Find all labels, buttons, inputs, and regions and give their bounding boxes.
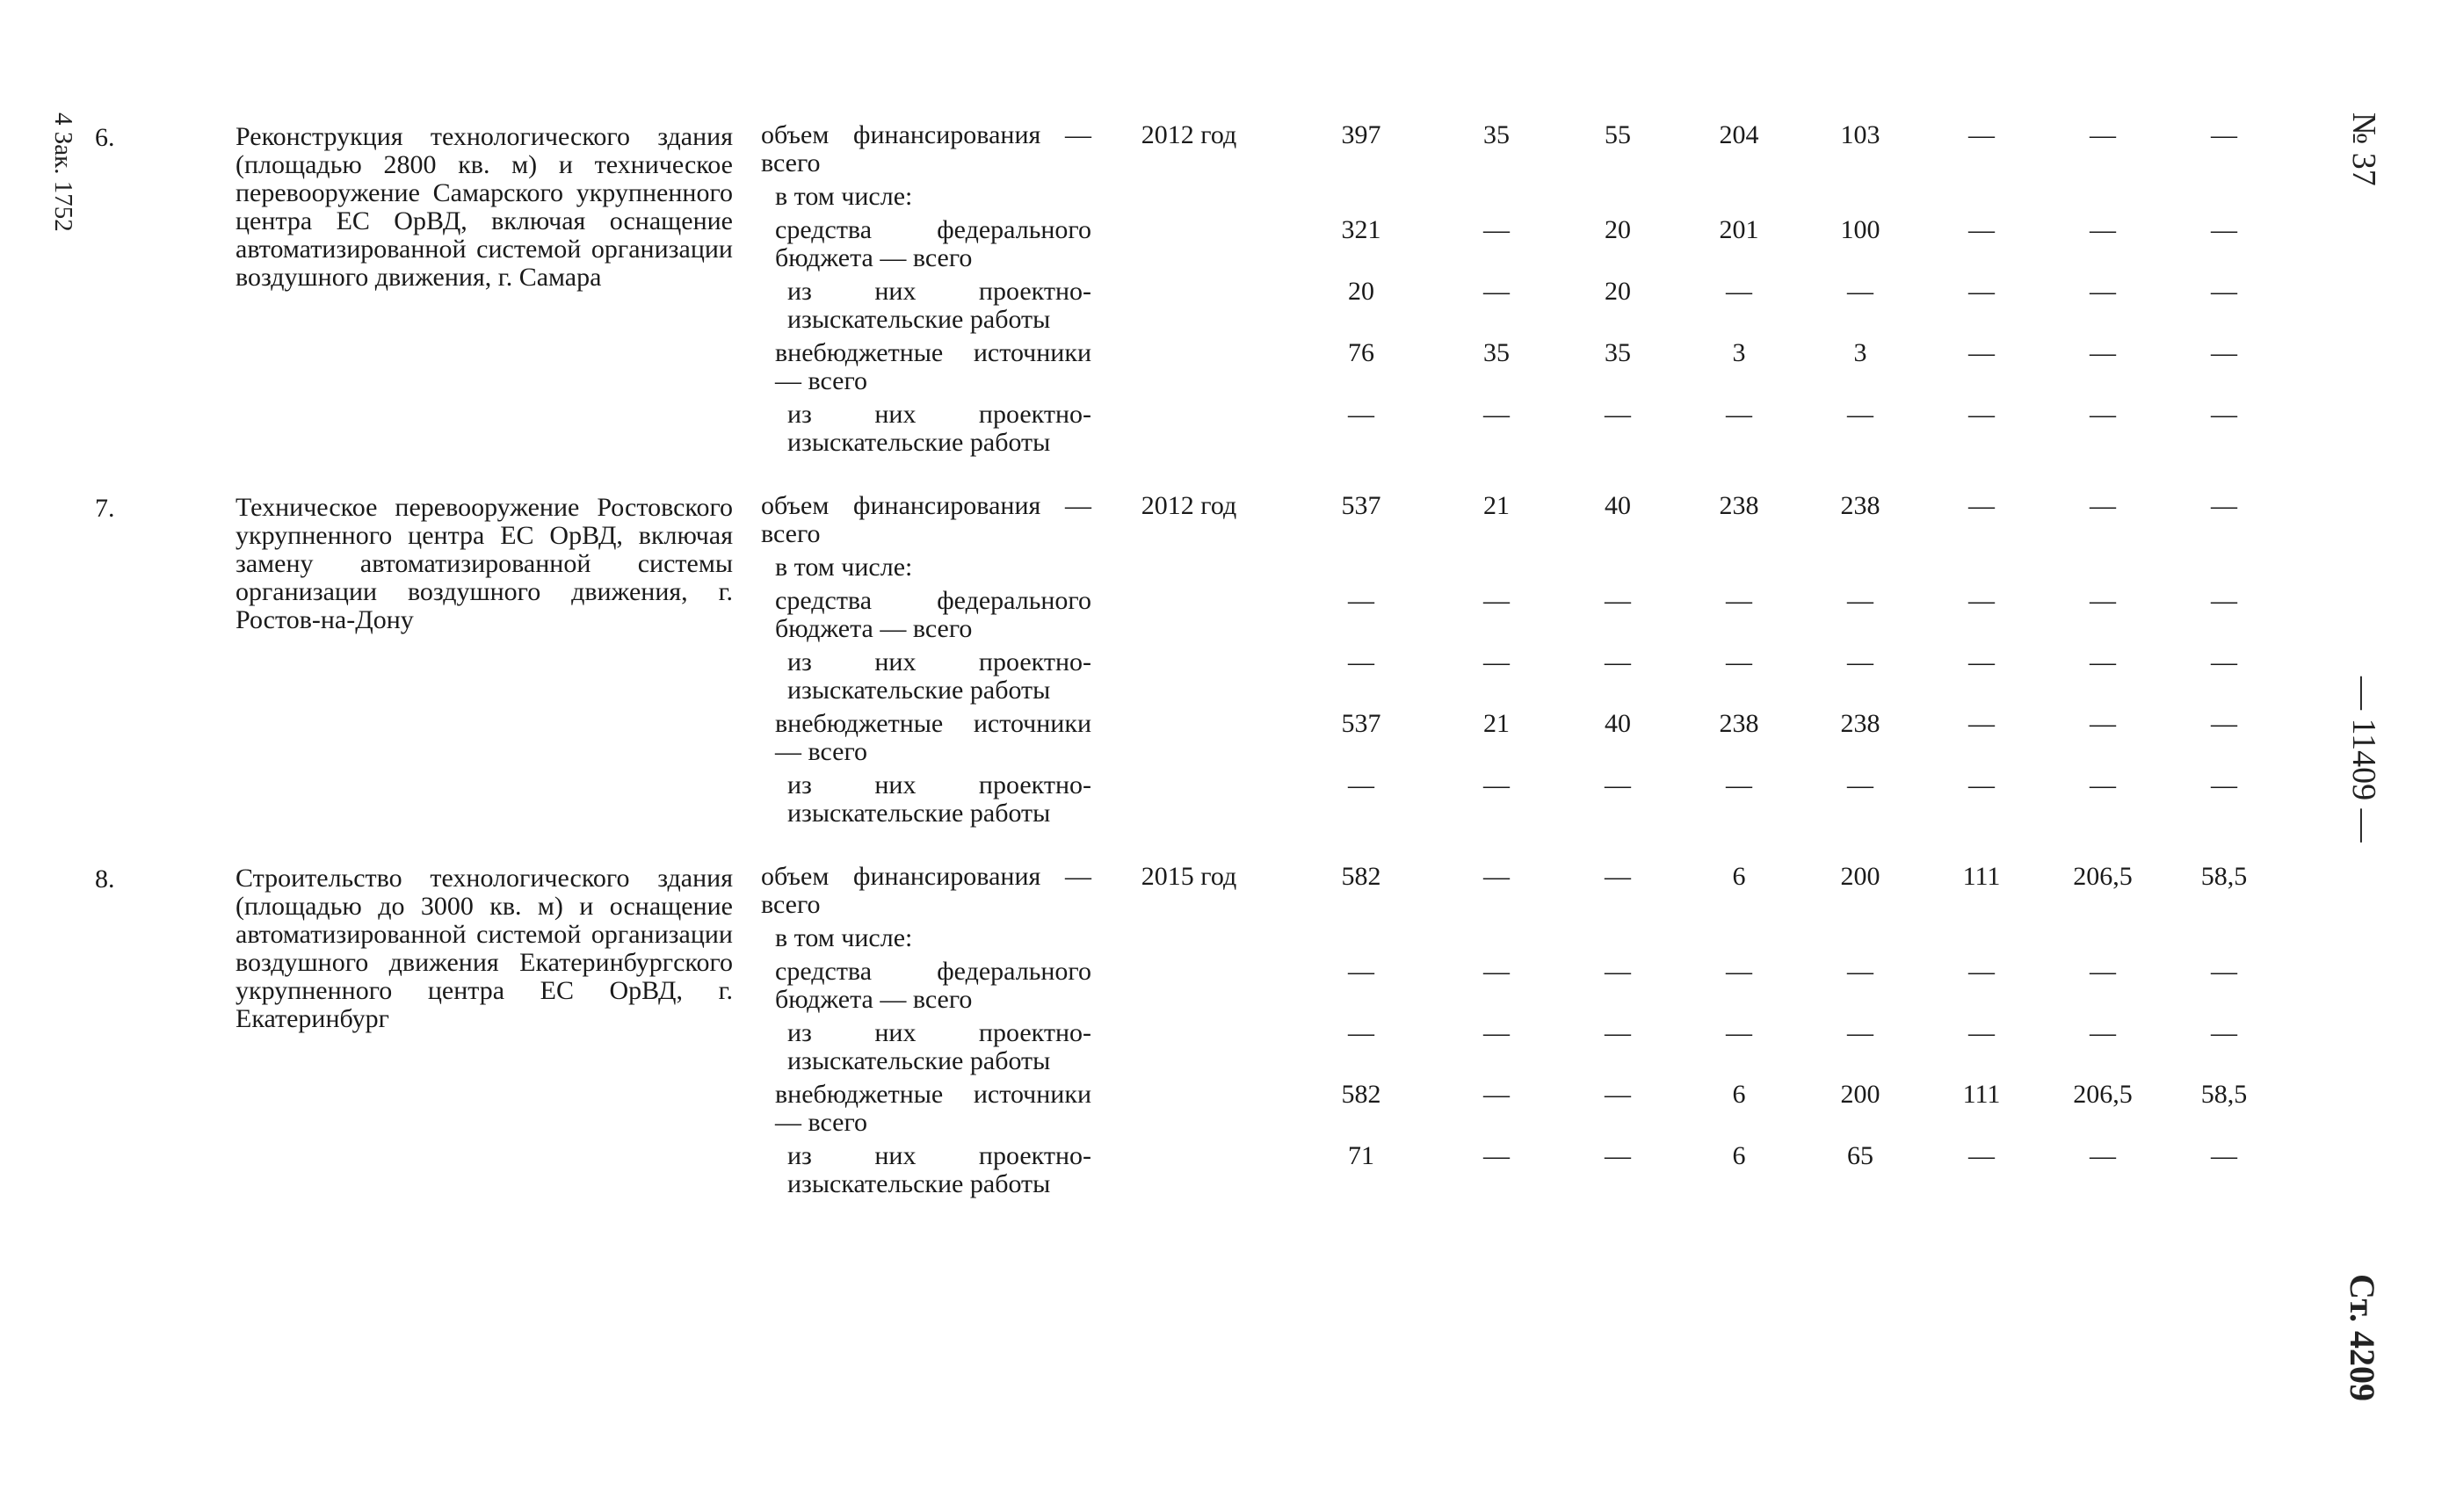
- including-row: [761, 183, 2292, 216]
- value-y1: 35: [1483, 120, 1510, 149]
- value-y3: —: [1726, 770, 1752, 799]
- value-total: 582: [1341, 862, 1381, 891]
- value-y6: 206,5: [2073, 1080, 2133, 1109]
- value-total: —: [1348, 770, 1374, 799]
- value-y5: —: [1968, 338, 1995, 367]
- value-y4: —: [1847, 770, 1873, 799]
- value-y7: —: [2211, 338, 2237, 367]
- value-total: 321: [1341, 215, 1381, 244]
- value-total: —: [1348, 957, 1374, 986]
- value-y4: —: [1847, 1018, 1873, 1047]
- value-y1: —: [1483, 647, 1510, 676]
- article-number: Ст. 4209: [2343, 1274, 2382, 1401]
- value-total: 582: [1341, 1080, 1381, 1109]
- value-y3: 201: [1719, 215, 1759, 244]
- row-label: в том числе:: [775, 553, 913, 582]
- value-y7: —: [2211, 277, 2237, 306]
- value-y5: —: [1968, 277, 1995, 306]
- value-y5: —: [1968, 1141, 1995, 1170]
- value-total: 397: [1341, 120, 1381, 149]
- value-y3: 6: [1732, 1141, 1746, 1170]
- value-total: 76: [1348, 338, 1374, 367]
- value-y5: 111: [1962, 862, 2001, 891]
- value-y6: —: [2090, 338, 2116, 367]
- extrabudget-row: [761, 710, 2292, 766]
- federal-design-row: [761, 648, 2292, 705]
- value-y2: —: [1605, 1018, 1631, 1047]
- project-row: [95, 492, 2292, 833]
- issue-number: № 37: [2345, 112, 2382, 186]
- value-y4: 65: [1847, 1141, 1873, 1170]
- value-y5: —: [1968, 120, 1995, 149]
- row-label: внебюджетные источники — всего: [775, 709, 1091, 766]
- value-y4: 238: [1840, 491, 1880, 520]
- financing-table: [95, 121, 2292, 1233]
- value-y2: 40: [1605, 709, 1631, 738]
- value-y7: —: [2211, 957, 2237, 986]
- value-total: —: [1348, 586, 1374, 615]
- value-y3: —: [1726, 277, 1752, 306]
- value-y1: —: [1483, 215, 1510, 244]
- value-y5: —: [1968, 400, 1995, 429]
- value-y6: —: [2090, 1018, 2116, 1047]
- value-y5: —: [1968, 215, 1995, 244]
- value-y6: —: [2090, 120, 2116, 149]
- value-y2: 20: [1605, 277, 1631, 306]
- value-y4: 200: [1840, 1080, 1880, 1109]
- value-y4: —: [1847, 400, 1873, 429]
- value-y7: —: [2211, 400, 2237, 429]
- project-number: 7.: [95, 494, 115, 523]
- value-y6: —: [2090, 400, 2116, 429]
- document-page-id: — 11409 —: [2345, 676, 2382, 843]
- value-y3: —: [1726, 1018, 1752, 1047]
- value-y1: 35: [1483, 338, 1510, 367]
- value-y6: —: [2090, 770, 2116, 799]
- value-y3: —: [1726, 586, 1752, 615]
- completion-year: 2015 год: [1141, 862, 1237, 891]
- federal-budget-row: [761, 216, 2292, 272]
- margin-order-note: 4 Зак. 1752: [49, 112, 77, 232]
- financing-rows: [761, 492, 2292, 833]
- row-label: средства федерального бюджета — всего: [775, 586, 1091, 643]
- value-y2: —: [1605, 770, 1631, 799]
- value-y3: 238: [1719, 709, 1759, 738]
- value-y4: —: [1847, 647, 1873, 676]
- value-y3: 204: [1719, 120, 1759, 149]
- extrabudget-design-row: [761, 1142, 2292, 1198]
- federal-design-row: [761, 1019, 2292, 1075]
- value-total: 537: [1341, 709, 1381, 738]
- value-y2: —: [1605, 400, 1631, 429]
- extrabudget-row: [761, 339, 2292, 395]
- value-y5: —: [1968, 586, 1995, 615]
- row-label: в том числе:: [775, 923, 913, 952]
- project-number: 8.: [95, 865, 115, 893]
- value-y7: —: [2211, 770, 2237, 799]
- value-y1: 21: [1483, 709, 1510, 738]
- value-y1: —: [1483, 1018, 1510, 1047]
- value-total: 537: [1341, 491, 1381, 520]
- value-y3: 6: [1732, 862, 1746, 891]
- value-y2: 55: [1605, 120, 1631, 149]
- value-y1: —: [1483, 586, 1510, 615]
- extrabudget-row: [761, 1081, 2292, 1137]
- value-y4: 3: [1853, 338, 1867, 367]
- value-y6: —: [2090, 491, 2116, 520]
- value-y1: —: [1483, 400, 1510, 429]
- margin-right-strip: [2329, 0, 2399, 1512]
- value-y3: —: [1726, 400, 1752, 429]
- row-label: из них проектно-изыскательские работы: [787, 770, 1091, 828]
- row-label: из них проектно-изыскательские работы: [787, 1018, 1091, 1075]
- value-y7: —: [2211, 1018, 2237, 1047]
- value-y5: 111: [1962, 1080, 2001, 1109]
- value-total: 20: [1348, 277, 1374, 306]
- value-total: —: [1348, 647, 1374, 676]
- value-y7: —: [2211, 586, 2237, 615]
- value-y7: —: [2211, 491, 2237, 520]
- value-y7: —: [2211, 709, 2237, 738]
- value-total: —: [1348, 1018, 1374, 1047]
- completion-year: 2012 год: [1141, 491, 1237, 520]
- value-y5: —: [1968, 770, 1995, 799]
- value-y2: —: [1605, 586, 1631, 615]
- value-y4: 100: [1840, 215, 1880, 244]
- row-label: объем финансирования — всего: [761, 862, 1091, 919]
- value-y4: —: [1847, 586, 1873, 615]
- financing-total-row: [761, 121, 2292, 177]
- value-y5: —: [1968, 1018, 1995, 1047]
- value-y7: 58,5: [2200, 862, 2248, 891]
- row-label: из них проектно-изыскательские работы: [787, 400, 1091, 457]
- value-y1: —: [1483, 957, 1510, 986]
- row-label: средства федерального бюджета — всего: [775, 215, 1091, 272]
- project-row: [95, 863, 2292, 1204]
- value-y6: —: [2090, 586, 2116, 615]
- value-y7: —: [2211, 1141, 2237, 1170]
- value-total: 71: [1348, 1141, 1374, 1170]
- value-y3: —: [1726, 957, 1752, 986]
- row-label: из них проектно-изыскательские работы: [787, 1141, 1091, 1198]
- value-y3: 238: [1719, 491, 1759, 520]
- value-y3: 6: [1732, 1080, 1746, 1109]
- value-y6: —: [2090, 277, 2116, 306]
- value-y3: 3: [1732, 338, 1746, 367]
- value-y2: —: [1605, 957, 1631, 986]
- row-label: внебюджетные источники — всего: [775, 338, 1091, 395]
- federal-budget-row: [761, 958, 2292, 1014]
- value-y1: —: [1483, 770, 1510, 799]
- value-y5: —: [1968, 647, 1995, 676]
- value-y6: —: [2090, 215, 2116, 244]
- value-y2: 35: [1605, 338, 1631, 367]
- value-y2: 20: [1605, 215, 1631, 244]
- extrabudget-design-row: [761, 771, 2292, 828]
- value-y3: —: [1726, 647, 1752, 676]
- row-label: средства федерального бюджета — всего: [775, 957, 1091, 1014]
- value-y6: —: [2090, 957, 2116, 986]
- value-y6: —: [2090, 647, 2116, 676]
- value-y7: —: [2211, 647, 2237, 676]
- row-label: из них проектно-изыскательские работы: [787, 277, 1091, 334]
- value-y1: —: [1483, 1141, 1510, 1170]
- extrabudget-design-row: [761, 401, 2292, 457]
- financing-rows: [761, 121, 2292, 462]
- project-name: Реконструкция технологического здания (площадью 2800 кв. м) и техническое перевооружение Самарского укрупненного центра ЕС ОрВД, включая оснащение автоматизированной системой организации воздушного движения, г. Самара: [235, 122, 733, 292]
- financing-rows: [761, 863, 2292, 1204]
- financing-total-row: [761, 863, 2292, 919]
- value-total: —: [1348, 400, 1374, 429]
- row-label: из них проектно-изыскательские работы: [787, 647, 1091, 705]
- federal-budget-row: [761, 587, 2292, 643]
- value-y6: —: [2090, 1141, 2116, 1170]
- completion-year: 2012 год: [1141, 120, 1237, 149]
- project-row: [95, 121, 2292, 462]
- including-row: [761, 924, 2292, 958]
- value-y7: —: [2211, 120, 2237, 149]
- federal-design-row: [761, 278, 2292, 334]
- row-label: объем финансирования — всего: [761, 120, 1091, 177]
- value-y4: 103: [1840, 120, 1880, 149]
- value-y1: —: [1483, 1080, 1510, 1109]
- project-number: 6.: [95, 123, 115, 152]
- value-y2: 40: [1605, 491, 1631, 520]
- project-name: Строительство технологического здания (площадью до 3000 кв. м) и оснащение автоматизированной системой организации воздушного движения Екатеринбургского укрупненного центра ЕС ОрВД, г. Екатеринбург: [235, 864, 733, 1033]
- value-y1: —: [1483, 277, 1510, 306]
- row-label: объем финансирования — всего: [761, 491, 1091, 548]
- value-y2: —: [1605, 647, 1631, 676]
- value-y6: —: [2090, 709, 2116, 738]
- value-y4: 200: [1840, 862, 1880, 891]
- value-y5: —: [1968, 957, 1995, 986]
- value-y1: 21: [1483, 491, 1510, 520]
- value-y7: 58,5: [2200, 1080, 2248, 1109]
- including-row: [761, 553, 2292, 587]
- value-y4: —: [1847, 277, 1873, 306]
- value-y6: 206,5: [2073, 862, 2133, 891]
- project-name: Техническое перевооружение Ростовского укрупненного центра ЕС ОрВД, включая замену автоматизированной системы организации воздушного движения, г. Ростов-на-Дону: [235, 493, 733, 634]
- value-y7: —: [2211, 215, 2237, 244]
- value-y2: —: [1605, 862, 1631, 891]
- value-y4: —: [1847, 957, 1873, 986]
- value-y1: —: [1483, 862, 1510, 891]
- value-y5: —: [1968, 709, 1995, 738]
- value-y5: —: [1968, 491, 1995, 520]
- value-y2: —: [1605, 1080, 1631, 1109]
- value-y4: 238: [1840, 709, 1880, 738]
- value-y2: —: [1605, 1141, 1631, 1170]
- financing-total-row: [761, 492, 2292, 548]
- row-label: внебюджетные источники — всего: [775, 1080, 1091, 1137]
- row-label: в том числе:: [775, 182, 913, 211]
